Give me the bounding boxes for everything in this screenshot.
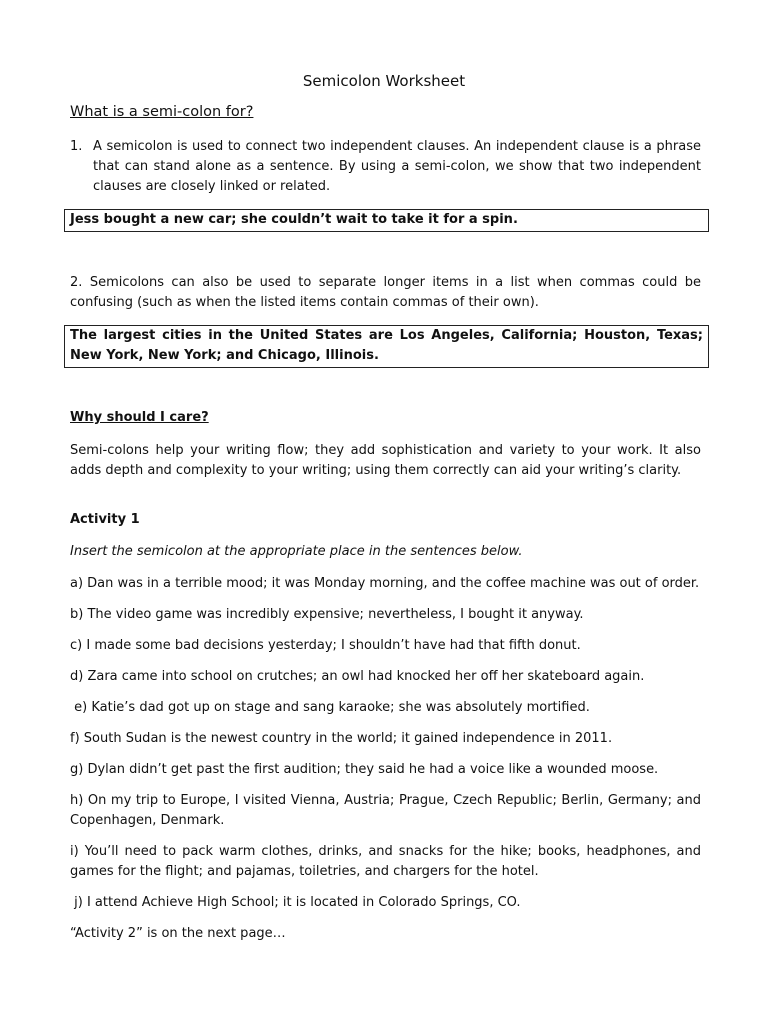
activity-title: Activity 1: [70, 512, 140, 527]
list-item: h) On my trip to Europe, I visited Vienna, Austria; Prague, Czech Republic; Berlin, Germany; and Copenhagen, Denmark.: [70, 793, 701, 828]
page-title: Semicolon Worksheet: [302, 72, 466, 90]
list-item: j) I attend Achieve High School; it is located in Colorado Springs, CO.: [70, 895, 521, 910]
activity-instruction: Insert the semicolon at the appropriate place in the sentences below.: [70, 544, 523, 559]
point-1: [70, 137, 701, 197]
list-item: g) Dylan didn’t get past the first audition; they said he had a voice like a wounded moose.: [70, 762, 659, 777]
list-item: a) Dan was in a terrible mood; it was Monday morning, and the coffee machine was out of order.: [70, 576, 700, 591]
why-paragraph: Semi-colons help your writing flow; they add sophistication and variety to your work. It also adds depth and complexity to your writing; using them correctly can aid your writing’s clarity.: [70, 443, 701, 478]
list-item: e) Katie’s dad got up on stage and sang karaoke; she was absolutely mortified.: [70, 700, 590, 715]
next-page-note: “Activity 2” is on the next page…: [70, 926, 286, 941]
point-1-text: A semicolon is used to connect two independent clauses. An independent clause is a phrase that can stand alone as a sentence. By using a semi-colon, we show that two independent clauses are closely linked or related.: [93, 139, 701, 194]
example-box-2: The largest cities in the United States are Los Angeles, California; Houston, Texas; New York, New York; and Chicago, Illinois.: [64, 325, 709, 368]
section-heading-what: What is a semi-colon for?: [70, 104, 254, 120]
example-box-1: Jess bought a new car; she couldn’t wait to take it for a spin.: [64, 209, 709, 232]
list-item: i) You’ll need to pack warm clothes, drinks, and snacks for the hike; books, headphones, and games for the flight; and pajamas, toiletries, and chargers for the hotel.: [70, 844, 701, 879]
list-item: d) Zara came into school on crutches; an owl had knocked her off her skateboard again.: [70, 669, 645, 684]
list-item: c) I made some bad decisions yesterday; I shouldn’t have had that fifth donut.: [70, 638, 581, 653]
point-2-text: 2. Semicolons can also be used to separate longer items in a list when commas could be confusing (such as when the listed items contain commas of their own).: [70, 275, 701, 310]
list-item: f) South Sudan is the newest country in the world; it gained independence in 2011.: [70, 731, 613, 746]
list-item: b) The video game was incredibly expensive; nevertheless, I bought it anyway.: [70, 607, 584, 622]
point-1-number: 1.: [70, 139, 83, 154]
section-heading-why: Why should I care?: [70, 410, 209, 425]
